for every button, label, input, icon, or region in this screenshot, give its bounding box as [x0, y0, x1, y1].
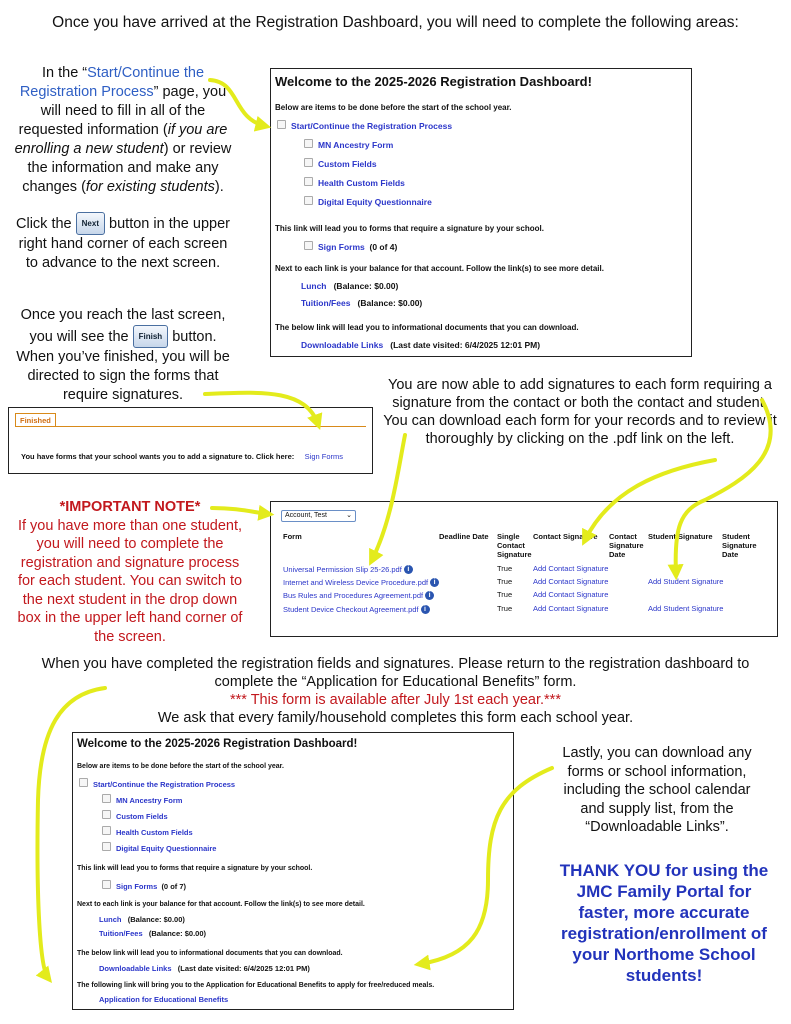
- arrow-to-dropdown: [212, 508, 268, 514]
- header-contact-date: Contact Signature Date: [609, 532, 644, 559]
- add-student-signature-link[interactable]: Add Student Signature: [648, 577, 724, 586]
- completion-line-2: complete the “Application for Educational Benefits” form.: [214, 674, 577, 690]
- student-dropdown-value: Account, Test: [285, 512, 327, 519]
- form-link-bus-rules[interactable]: Bus Rules and Procedures Agreement.pdf i: [283, 591, 434, 600]
- tuition-balance: (Balance: $0.00): [148, 929, 207, 938]
- important-title: *IMPORTANT NOTE*: [59, 499, 201, 515]
- downloadable-links-link[interactable]: Downloadable Links: [301, 340, 384, 350]
- items-header: Below are items to be done before the start of the school year.: [275, 103, 512, 112]
- finished-text: You have forms that your school wants you to add a signature to. Click here:: [21, 452, 295, 461]
- start-registration-link[interactable]: Start/Continue the Registration Process: [291, 121, 453, 131]
- dashboard-title: Welcome to the 2025-2026 Registration Dashboard!: [77, 738, 358, 750]
- intro-text: Once you have arrived at the Registration Dashboard, you will need to complete the following areas:: [52, 14, 739, 31]
- info-icon[interactable]: i: [404, 565, 413, 574]
- sign-forms-link[interactable]: Sign Forms: [318, 242, 365, 252]
- finished-tab[interactable]: Finished: [15, 413, 56, 427]
- lastly-note: Lastly, you can download any forms or school information, including the school calendar and supply list, from the “Downloadable Links”.: [562, 745, 752, 835]
- form-link-universal-permission[interactable]: Universal Permission Slip 25-26.pdf i: [283, 565, 413, 574]
- lunch-balance: (Balance: $0.00): [333, 281, 399, 291]
- single-contact-value: True: [497, 577, 513, 586]
- form-link-internet-wireless[interactable]: Internet and Wireless Device Procedure.pdf i: [283, 578, 439, 587]
- balance-header: Next to each link is your balance for that account. Follow the link(s) to see more detail.: [77, 901, 365, 908]
- add-contact-signature-link[interactable]: Add Contact Signature: [533, 577, 609, 586]
- lunch-balance: (Balance: $0.00): [127, 915, 185, 924]
- lunch-link[interactable]: Lunch: [301, 281, 327, 291]
- finished-sign-forms-link[interactable]: Sign Forms: [304, 452, 344, 461]
- arrow-to-student-signature: [676, 400, 771, 574]
- arrow-to-start-link: [210, 80, 265, 126]
- balance-header: Next to each link is your balance for that account. Follow the link(s) to see more detail.: [275, 264, 604, 273]
- instructions-paragraph-3: Once you reach the last screen, you will see the Finish button. When you’ve finished, you will be directed to sign the forms that require signatures.: [16, 307, 230, 403]
- docs-header: The below link will lead you to informational documents that you can download.: [77, 950, 343, 957]
- sign-forms-count: (0 of 7): [161, 882, 187, 891]
- add-contact-signature-link[interactable]: Add Contact Signature: [533, 590, 609, 599]
- custom-fields-link[interactable]: Custom Fields: [318, 159, 377, 169]
- digital-equity-link[interactable]: Digital Equity Questionnaire: [318, 197, 432, 207]
- mn-ancestry-link[interactable]: MN Ancestry Form: [116, 796, 183, 805]
- next-button[interactable]: Next: [76, 212, 105, 235]
- docs-visited: (Last date visited: 6/4/2025 12:01 PM): [390, 340, 541, 350]
- add-contact-signature-link[interactable]: Add Contact Signature: [533, 604, 609, 613]
- custom-fields-link[interactable]: Custom Fields: [116, 812, 168, 821]
- header-single-contact: Single Contact Signature: [497, 532, 532, 559]
- arrow-to-form-pdf: [372, 435, 405, 560]
- signatures-note-line-2: You can download each form for your records and to review it thoroughly by clicking on the .pdf link on the left.: [383, 413, 777, 447]
- header-student-date: Student Signature Date: [722, 532, 757, 559]
- chevron-down-icon: ⌄: [346, 512, 352, 519]
- info-icon[interactable]: i: [421, 605, 430, 614]
- start-registration-link[interactable]: Start/Continue the Registration Process: [93, 780, 236, 789]
- start-process-link-text: Start/Continue the Registration Process: [19, 65, 205, 100]
- completion-line-3: *** This form is available after July 1st each year.***: [230, 692, 561, 708]
- sign-header: This link will lead you to forms that require a signature by your school.: [275, 224, 544, 233]
- sign-forms-link[interactable]: Sign Forms: [116, 882, 158, 891]
- tuition-link[interactable]: Tuition/Fees: [301, 298, 351, 308]
- digital-equity-link[interactable]: Digital Equity Questionnaire: [116, 844, 217, 853]
- arrow-to-benefits-link: [37, 688, 105, 978]
- arrow-to-downloadable-links: [420, 768, 552, 964]
- educational-benefits-link[interactable]: Application for Educational Benefits: [99, 995, 229, 1004]
- health-custom-fields-link[interactable]: Health Custom Fields: [318, 178, 405, 188]
- header-deadline: Deadline Date: [439, 532, 489, 541]
- form-link-student-device[interactable]: Student Device Checkout Agreement.pdf i: [283, 605, 430, 614]
- benefits-header: The following link will bring you to the Application for Educational Benefits to apply for free/reduced meals.: [77, 982, 435, 989]
- info-icon[interactable]: i: [425, 591, 434, 600]
- important-text: If you have more than one student, you will need to complete the registration and signature process for each student. You can switch to the next student in the drop down box in the upper left hand corner of the screen.: [17, 517, 243, 645]
- docs-header: The below link will lead you to informational documents that you can download.: [275, 323, 579, 332]
- info-icon[interactable]: i: [430, 578, 439, 587]
- health-custom-fields-link[interactable]: Health Custom Fields: [116, 828, 193, 837]
- header-contact-signature: Contact Signature: [533, 532, 598, 541]
- dashboard-title: Welcome to the 2025-2026 Registration Dashboard!: [275, 74, 592, 89]
- instructions-paragraph-2: Click the Next button in the upper right hand corner of each screen to advance to the next screen.: [14, 212, 232, 273]
- arrow-to-contact-signature: [585, 460, 715, 540]
- finish-button[interactable]: Finish: [133, 325, 169, 348]
- single-contact-value: True: [497, 604, 513, 613]
- add-student-signature-link[interactable]: Add Student Signature: [648, 604, 724, 613]
- completion-line-4: We ask that every family/household completes this form each school year.: [157, 710, 634, 726]
- instructions-paragraph-1: In the “Start/Continue the Registration Process” page, you will need to fill in all of the requested information (if you are enrolling a new student) or review the information and make any changes (for existing students).: [14, 65, 232, 195]
- tuition-link[interactable]: Tuition/Fees: [99, 929, 143, 938]
- items-header: Below are items to be done before the start of the school year.: [77, 763, 284, 770]
- arrow-to-sign-forms: [205, 393, 318, 424]
- downloadable-links-link[interactable]: Downloadable Links: [99, 964, 172, 973]
- completion-line-1: When you have completed the registration fields and signatures. Please return to the registration dashboard to: [41, 656, 750, 672]
- add-contact-signature-link[interactable]: Add Contact Signature: [533, 564, 609, 573]
- single-contact-value: True: [497, 564, 513, 573]
- sign-header: This link will lead you to forms that require a signature by your school.: [77, 865, 313, 872]
- signatures-note-line-1: You are now able to add signatures to each form requiring a signature from the contact or both the contact and student.: [388, 377, 772, 411]
- tuition-balance: (Balance: $0.00): [357, 298, 423, 308]
- header-form: Form: [283, 532, 302, 541]
- thank-you-note: THANK YOU for using the JMC Family Portal for faster, more accurate registration/enrollment of your Northome School students!: [559, 861, 769, 985]
- docs-visited: (Last date visited: 6/4/2025 12:01 PM): [177, 964, 310, 973]
- header-student-signature: Student Signature: [648, 532, 713, 541]
- mn-ancestry-link[interactable]: MN Ancestry Form: [318, 140, 394, 150]
- single-contact-value: True: [497, 590, 513, 599]
- lunch-link[interactable]: Lunch: [99, 915, 122, 924]
- sign-forms-count: (0 of 4): [369, 242, 398, 252]
